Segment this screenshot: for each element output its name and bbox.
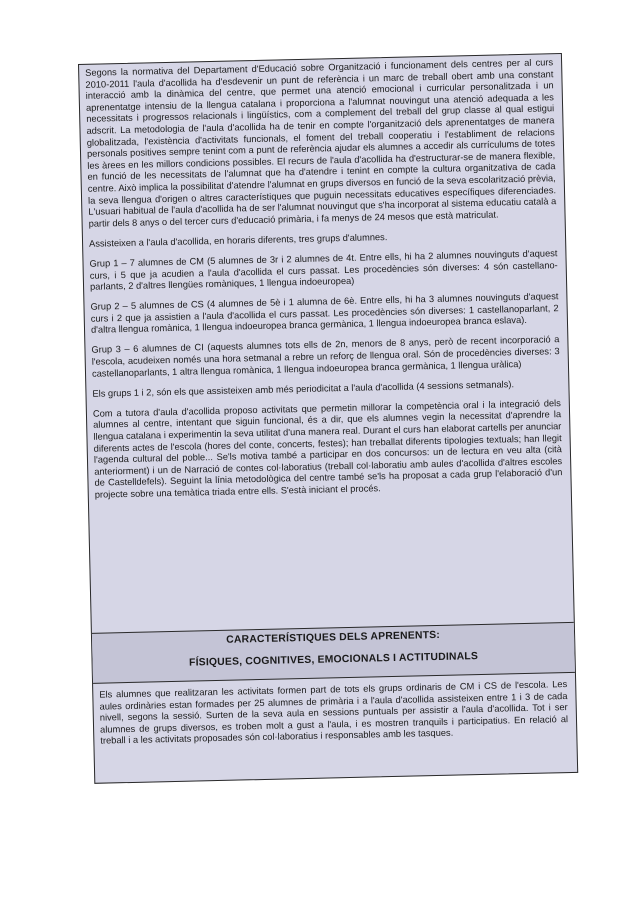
paragraph-learners: Els alumnes que realitzaran les activitats formen part de tots els grups ordinaris de CM i CS de l'escola. Les aules ordinàries estan formades per 25 alumnes de primària i a l'aula d'acollida assisteixen entre 1 i 3 de cada nivell, segons la sessió. Surten de la seva aula en sessions puntuals per assistir a l'aula d'acollida. Tot i ser alumnes de grups diversos, es troben molt a gust a l'aula, i es mostren tranquils i participatius. En relació al treball i a les activitats proposades són col·laboratius i responsables amb les tasques. — [99, 679, 569, 747]
paragraph-group-3: Grup 3 – 6 alumnes de CI (aquests alumnes tots ells de 2n, menors de 8 anys, però de recent incorporació a l'escola, acudeixen només una hora setmanal a rebre un reforç de llengua oral. Són de procedències diverses: 3 castellanoparlants, 1 altra llengua romànica, 1 llengua indoeuropea branca germànica, 1 llengua uràlica) — [91, 334, 560, 379]
paragraph-normativa: Segons la normativa del Departament d'Educació sobre Organització i funcionament dels centres per al curs 2010-2011 l'aula d'acollida ha d'esdevenir un punt de referència i un marc de treball obert amb una constant interacció amb la dinàmica del centre, que permet una atenció emocional i curricular personalitzada i un aprenentatge intensiu de la llengua catalana i proporciona a l'alumnat nouvingut una atenció adequada a les necessitats i progressos relacionals i lingüístics, com a complement del treball del grup classe al qual estigui adscrit. La metodologia de l'aula d'acollida ha de tenir en compte l'organització dels aprenentatges de manera globalitzada, l'existència d'activitats funcionals, el foment del treball cooperatiu i l'establiment de relacions personals positives sempre tenint com a punt de referència ajudar els alumnes a accedir als currículums de totes les àrees en les millors condicions possibles. El recurs de l'aula d'acollida ha d'estructurar-se de manera flexible, en funció de les necessitats de l'alumnat que ha d'atendre i tenint en compte la cultura organitzativa de cada centre. Això implica la possibilitat d'atendre l'alumnat en grups diversos en funció de la seva escolarització prèvia, la seva llengua d'origen o altres característiques que puguin necessitats educatives específiques diferenciades. L'usuari habitual de l'aula d'acollida ha de ser l'alumnat nouvingut que s'ha incorporat al sistema educatiu català a partir dels 8 anys o del tercer curs d'educació primària, i fa menys de 24 mesos que està matriculat. — [85, 57, 557, 229]
paragraph-groups-frequency: Els grups 1 i 2, són els que assisteixen amb més periodicitat a l'aula d'acollida (4 sessions setmanals). — [92, 378, 515, 399]
paragraph-group-2: Grup 2 – 5 alumnes de CS (4 alumnes de 5è i 1 alumna de 6è. Entre ells, hi ha 3 alumnes nouvinguts d'aquest curs i 2 que ja assistien a l'aula d'acollida el curs passat. Les procedències són diverses: 1 castellanoparlant, 2 d'altra llengua romànica, 1 llengua indoeuropea branca germànica, 1 llengua indoeuropea branca eslava). — [90, 291, 559, 336]
section-heading-subtitle: FÍSIQUES, COGNITIVES, EMOCIONALS I ACTITUDINALS — [188, 651, 479, 669]
body-text — [85, 57, 563, 510]
paragraph-groups-intro: Assisteixen a l'aula d'acollida, en horaris diferents, tres grups d'alumnes. — [88, 231, 388, 249]
section-heading-band — [92, 622, 575, 684]
section-heading-title: CARACTERÍSTIQUES DELS APRENENTS: — [226, 629, 441, 646]
paragraph-tutor-activities: Com a tutora d'aula d'acollida proposo activitats que permetin millorar la competència oral i la integració dels alumnes al centre, intentant que siguin funcional, és a dir, que els alumnes vegin la necessitat d'aprendre la llengua catalana i experimentin la seva utilitat d'una manera real. Durant el curs han elaborat cartells per anunciar diferents actes de l'escola (hores del conte, concerts, festes); han treballat diferents tipologies textuals; han llegit l'agenda cultural del poble... Se'ls motiva també a participar en dos concursos: un de lectura en veu alta (cità anteriorment) i un de Narració de contes col·laboratius (treball col·laboratiu amb aules d'acollida d'altres escoles de Castelldefels). Seguint la línia metodològica del centre també se'ls ha proposat a cada grup l'elaboració d'un projecte sobre una temàtica triada entre ells. S'està iniciant el procés. — [92, 397, 563, 500]
content-frame — [78, 53, 578, 784]
paragraph-group-1: Grup 1 – 7 alumnes de CM (5 alumnes de 3r i 2 alumnes de 4t. Entre ells, hi ha 2 alumnes nouvinguts d'aquest curs, i 5 que ja acudien a l'aula d'acollida el curs passat. Les procedències són diverses: 4 són castellano-parlants, 2 d'altres llengües romàniques, 1 llengua indoeuropea) — [89, 248, 558, 292]
closing-text — [99, 679, 568, 748]
